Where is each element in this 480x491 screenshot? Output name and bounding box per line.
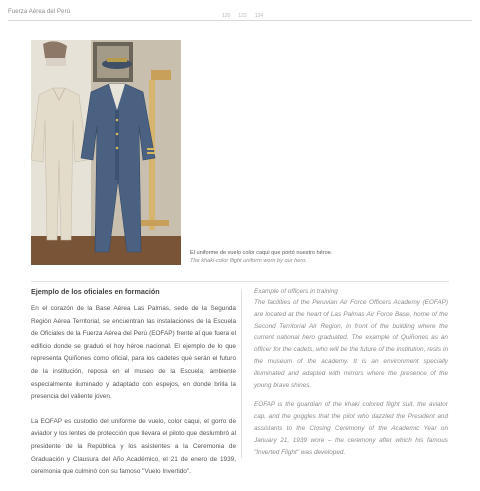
page-number: 122 (238, 13, 247, 19)
english-paragraph: EOFAP is the guardian of the khaki colored flight suit, the aviator cap, and the goggles that the pilot who dazzled the President and assistants to the Closing Ceremony of the Academic Year on January 21, 1939 wore – the ceremony after which his famous "Inverted Flight" was developed. (254, 401, 448, 456)
page-number: 120 (222, 13, 231, 19)
uniform-photo (31, 40, 181, 265)
spanish-paragraph: En el corazón de la Base Aérea Las Palmas, sede de la Segunda Región Aérea Territorial, se encuentran las instalaciones de la Escuela de Oficiales de la Fuerza Aérea del Perú (EOFAP) frente al que fuera el edificio donde se graduó el hoy héroe nacional. El ejemplo de lo que representa Quiñones como oficial, para los cadetes que serán el futuro de la institución, reposa en el museo de la Escuela; ambiente especialmente iluminado y adaptado con espejos, en donde brilla la presencia del valiente joven. (31, 305, 236, 401)
section-title-english: Example of officers in training (254, 288, 338, 295)
english-paragraph: The facilities of the Peruvian Air Force Officers Academy (EOFAP) are located at the heart of Las Palmas Air Force Base, home of the Second Territorial Air Region, in front of the building where the current national hero graduated. The example of Quiñones as an officer for the cadets, who will be the future of the institution, rests in the museum of the academy. It is an environment specially illuminated and adapted with mirrors where the presence of the young brave shines. (254, 299, 448, 389)
spanish-paragraph: La EOFAP es custodio del uniforme de vuelo, color caqui, el gorro de aviador y los lentes de protección que llevara el piloto que deslumbró al presidente de la República y los asistentes a la Ceremonia de Graduación y Clausura del Año Académico, el 21 de enero de 1939, ceremonia que culminó con su famoso "Vuelo Invertido". (31, 417, 236, 476)
photo-caption (190, 249, 430, 265)
column-divider (241, 290, 242, 458)
caption-english: The khaki-color flight uniform worn by our hero. (190, 258, 307, 264)
page-number: 124 (254, 13, 264, 19)
section-divider (31, 281, 449, 282)
english-column (254, 288, 448, 466)
header-label: Fuerza Aérea del Perú (8, 9, 71, 15)
caption-spanish: El uniforme de vuelo color caqui que portó nuestro héroe. (190, 250, 333, 256)
header-rule (8, 20, 472, 21)
page-numbers (222, 13, 262, 19)
spanish-column (31, 287, 236, 491)
section-title: Ejemplo de los oficiales en formación (31, 287, 160, 296)
uniform-photo-icon (31, 40, 181, 265)
